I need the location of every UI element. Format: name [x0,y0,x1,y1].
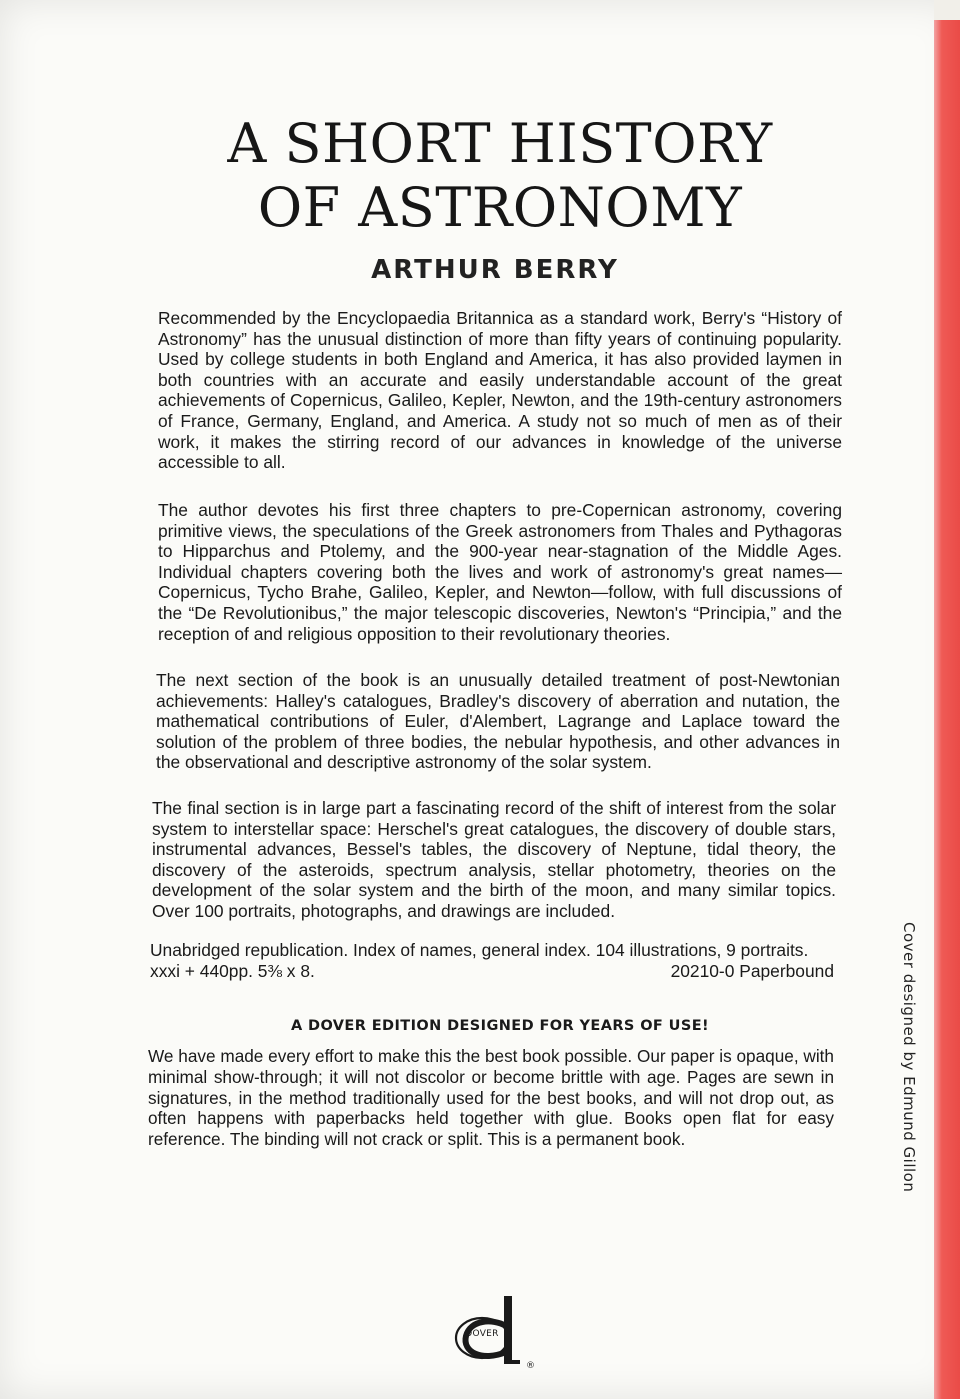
registered-mark: ® [526,1361,535,1370]
book-author: ARTHUR BERRY [371,255,619,285]
edition-body: We have made every effort to make this the best book possible. Our paper is opaque, with minimal show-through; it will not discolor or become brittle with age. Pages are sewn in signatures, in the method traditionally used for the best books, and will not drop out, as often happens with paperbacks held together with glue. Books open flat for easy reference. The binding will not crack or split. This is a permanent book. [148,1046,834,1150]
blurb-text-3: The next section of the book is an unusually detailed treatment of post-Newtonian achievements: Halley's catalogues, Bradley's discovery of aberration and nutation, the mathematical contributions of Euler, d'Alembert, Lagrange and Laplace toward the solution of the problem of three bodies, the nebular hypothesis, and other advances in the observational and descriptive astronomy of the solar system. [156,670,840,773]
blurb-paragraph-1 [158,308,842,491]
blurb-text-2: The author devotes his first three chapters to pre-Copernican astronomy, covering primitive views, the speculations of the Greek astronomers from Thales and Pythagoras to Hipparchus and Ptolemy, and the 900-year near-stagnation of the Middle Ages. Individual chapters covering both the lives and work of astronomy's great names—Copernicus, Tycho Brahe, Galileo, Kepler, and Newton—follow, with full discussions of the “De Revolutionibus,” the major telescopic discoveries, Newton's “Principia,” and the reception of and religious opposition to their revolutionary theories. [158,500,842,644]
publication-details [150,940,834,982]
blurb-paragraph-4 [152,798,836,940]
blurb-paragraph-2 [158,500,842,662]
blurb-text-4: The final section is in large part a fascinating record of the shift of interest from the solar system to interstellar space: Herschel's great catalogues, the discovery of double stars, instrumental advances, Bessel's tables, the discovery of Neptune, tidal theory, the discovery of the asteroids, spectrum analysis, stellar photometry, theories on the development of the solar system and the birth of the moon, and many similar topics. Over 100 portraits, photographs, and drawings are included. [152,798,836,921]
details-line-1: Unabridged republication. Index of names, general index. 104 illustrations, 9 portraits. [150,940,809,960]
book-title [0,112,960,240]
catalog-number: 20210-0 Paperbound [670,961,834,981]
dover-logo-text: DOVER [465,1329,499,1339]
spine-edge-top [934,0,960,22]
edition-heading: A DOVER EDITION DESIGNED FOR YEARS OF USE! [290,1018,710,1034]
title-line-2: OF ASTRONOMY [257,176,743,239]
page-format: xxxi + 440pp. 5⅜ x 8. [150,961,315,981]
blurb-paragraph-3 [156,670,840,791]
title-line-1: A SHORT HISTORY [227,112,773,175]
blurb-text-1: Recommended by the Encyclopaedia Britannica as a standard work, Berry's “History of Astronomy” has the unusual distinction of more than fifty years of continuing popularity. Used by college students in both England and America, it has also provided laymen in both countries with an accurate and easily understandable account of the great achievements of Copernicus, Galileo, Kepler, Newton, and the 19th-century astronomers of France, Germany, England, and America. A study not so much of men as of their work, it makes the stirring record of our advances in knowledge of the universe accessible to all. [158,308,842,473]
cover-designer-credit: Cover designed by Edmund Gillon [900,922,918,1193]
details-line-2 [150,961,834,982]
